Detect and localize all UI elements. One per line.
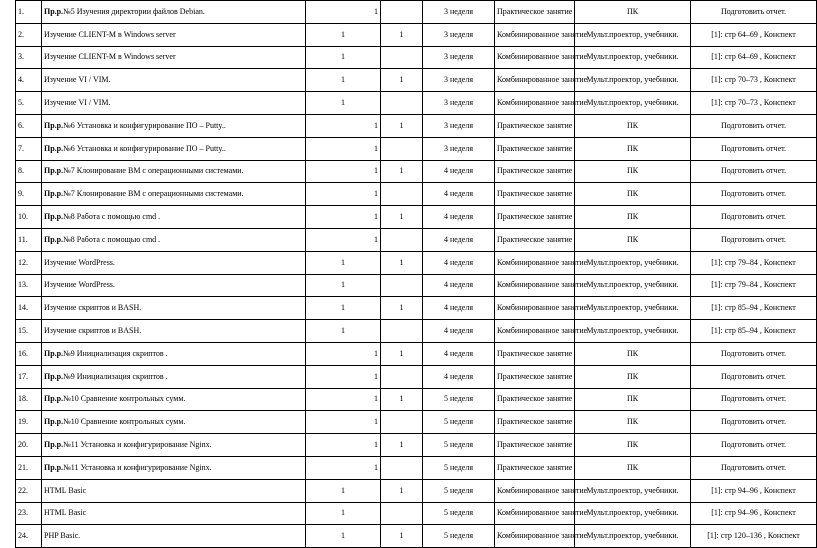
lesson-topic-text: №5 Изучения директории файлов Debian. xyxy=(63,6,205,16)
lesson-topic-text: №8 Работа с помощью cmd . xyxy=(63,234,161,244)
lesson-number: 5. xyxy=(16,92,42,115)
lesson-topic xyxy=(42,479,306,502)
hours-total: 1 xyxy=(306,114,381,137)
week: 4 неделя xyxy=(423,251,495,274)
table-row xyxy=(16,525,817,548)
table-row xyxy=(16,1,817,24)
practical-work-prefix: Пр.р. xyxy=(44,371,64,381)
lesson-type: Комбинированное занятие xyxy=(495,23,575,46)
hours-total: 1 xyxy=(306,365,381,388)
lesson-topic-text: Изучение CLIENT-M в Windows server xyxy=(44,29,176,39)
hours-total: 1 xyxy=(306,274,381,297)
lesson-type: Практическое занятие xyxy=(495,365,575,388)
hours-extra: 1 xyxy=(381,479,423,502)
equipment: Мульт.проектор, учебники. xyxy=(575,479,691,502)
equipment: Мульт.проектор, учебники. xyxy=(575,274,691,297)
hours-extra xyxy=(381,320,423,343)
table-row xyxy=(16,137,817,160)
equipment: ПК xyxy=(575,1,691,24)
lesson-topic xyxy=(42,92,306,115)
practical-work-prefix: Пр.р. xyxy=(44,440,64,450)
lesson-number: 20. xyxy=(16,434,42,457)
lesson-topic xyxy=(42,23,306,46)
lesson-number: 19. xyxy=(16,411,42,434)
hours-total: 1 xyxy=(306,46,381,69)
table-row xyxy=(16,456,817,479)
homework: [1]: стр 94–96 , Конспект xyxy=(691,502,817,525)
lesson-plan-table xyxy=(15,0,817,548)
lesson-topic xyxy=(42,365,306,388)
lesson-number: 14. xyxy=(16,297,42,320)
lesson-topic-text: Изучение WordPress. xyxy=(44,280,115,290)
homework: [1]: стр 85–94 , Конспект xyxy=(691,297,817,320)
lesson-topic xyxy=(42,342,306,365)
table-row xyxy=(16,251,817,274)
table-row xyxy=(16,69,817,92)
hours-extra xyxy=(381,365,423,388)
lesson-number: 13. xyxy=(16,274,42,297)
lesson-topic-text: HTML Basic xyxy=(44,508,87,518)
table-row xyxy=(16,320,817,343)
week: 5 неделя xyxy=(423,525,495,548)
lesson-number: 21. xyxy=(16,456,42,479)
lesson-type: Комбинированное занятие xyxy=(495,274,575,297)
table-row xyxy=(16,479,817,502)
practical-work-prefix: Пр.р. xyxy=(44,394,64,404)
lesson-type: Комбинированное занятие xyxy=(495,92,575,115)
homework: Подготовить отчет. xyxy=(691,411,817,434)
hours-extra xyxy=(381,1,423,24)
homework: Подготовить отчет. xyxy=(691,228,817,251)
week: 5 неделя xyxy=(423,456,495,479)
homework: [1]: стр 85–94 , Конспект xyxy=(691,320,817,343)
hours-total: 1 xyxy=(306,411,381,434)
homework: Подготовить отчет. xyxy=(691,160,817,183)
hours-total: 1 xyxy=(306,1,381,24)
lesson-topic xyxy=(42,388,306,411)
week: 4 неделя xyxy=(423,206,495,229)
hours-total: 1 xyxy=(306,342,381,365)
hours-total: 1 xyxy=(306,297,381,320)
equipment: Мульт.проектор, учебники. xyxy=(575,525,691,548)
hours-total: 1 xyxy=(306,479,381,502)
lesson-topic-text: №10 Сравнение контрольных сумм. xyxy=(63,394,186,404)
lesson-topic-text: №11 Установка и конфигурирование Nginx. xyxy=(63,462,212,472)
hours-extra xyxy=(381,46,423,69)
lesson-plan-body xyxy=(16,1,817,548)
homework: Подготовить отчет. xyxy=(691,456,817,479)
lesson-type: Практическое занятие xyxy=(495,1,575,24)
hours-total: 1 xyxy=(306,434,381,457)
lesson-topic-text: Изучение VI / VIM. xyxy=(44,98,111,108)
hours-total: 1 xyxy=(306,502,381,525)
table-row xyxy=(16,160,817,183)
lesson-topic-text: HTML Basic xyxy=(44,485,87,495)
table-row xyxy=(16,206,817,229)
hours-total: 1 xyxy=(306,388,381,411)
equipment: ПК xyxy=(575,411,691,434)
practical-work-prefix: Пр.р. xyxy=(44,120,64,130)
lesson-topic xyxy=(42,206,306,229)
lesson-topic-text: PHP Basic. xyxy=(44,531,81,541)
lesson-topic xyxy=(42,274,306,297)
hours-extra xyxy=(381,92,423,115)
hours-extra: 1 xyxy=(381,342,423,365)
lesson-type: Комбинированное занятие xyxy=(495,320,575,343)
equipment: Мульт.проектор, учебники. xyxy=(575,46,691,69)
lesson-type: Практическое занятие xyxy=(495,228,575,251)
homework: Подготовить отчет. xyxy=(691,137,817,160)
lesson-number: 18. xyxy=(16,388,42,411)
homework: Подготовить отчет. xyxy=(691,342,817,365)
week: 4 неделя xyxy=(423,228,495,251)
lesson-topic-text: №6 Установка и конфигурирование ПО – Putty.. xyxy=(63,143,226,153)
table-row xyxy=(16,388,817,411)
lesson-type: Практическое занятие xyxy=(495,206,575,229)
lesson-topic xyxy=(42,434,306,457)
lesson-topic xyxy=(42,502,306,525)
lesson-topic-text: Изучение скриптов и BASH. xyxy=(44,303,142,313)
lesson-number: 10. xyxy=(16,206,42,229)
lesson-type: Практическое занятие xyxy=(495,342,575,365)
week: 4 неделя xyxy=(423,297,495,320)
homework: [1]: стр 70–73 , Конспект xyxy=(691,69,817,92)
equipment: Мульт.проектор, учебники. xyxy=(575,69,691,92)
lesson-type: Практическое занятие xyxy=(495,137,575,160)
equipment: ПК xyxy=(575,160,691,183)
hours-extra: 1 xyxy=(381,23,423,46)
lesson-topic xyxy=(42,297,306,320)
equipment: ПК xyxy=(575,137,691,160)
homework: [1]: стр 120–136 , Конспект xyxy=(691,525,817,548)
week: 4 неделя xyxy=(423,365,495,388)
hours-total: 1 xyxy=(306,206,381,229)
lesson-number: 22. xyxy=(16,479,42,502)
lesson-type: Комбинированное занятие xyxy=(495,297,575,320)
lesson-topic-text: №6 Установка и конфигурирование ПО – Putty.. xyxy=(63,120,226,130)
lesson-topic-text: Изучение VI / VIM. xyxy=(44,75,111,85)
table-row xyxy=(16,274,817,297)
homework: Подготовить отчет. xyxy=(691,183,817,206)
lesson-type: Практическое занятие xyxy=(495,456,575,479)
homework: [1]: стр 64–69 , Конспект xyxy=(691,23,817,46)
hours-extra xyxy=(381,456,423,479)
equipment: ПК xyxy=(575,206,691,229)
table-row xyxy=(16,46,817,69)
hours-total: 1 xyxy=(306,69,381,92)
lesson-topic-text: №11 Установка и конфигурирование Nginx. xyxy=(63,440,212,450)
equipment: ПК xyxy=(575,434,691,457)
hours-extra: 1 xyxy=(381,160,423,183)
lesson-topic xyxy=(42,46,306,69)
practical-work-prefix: Пр.р. xyxy=(44,6,64,16)
lesson-type: Комбинированное занятие xyxy=(495,69,575,92)
table-row xyxy=(16,365,817,388)
practical-work-prefix: Пр.р. xyxy=(44,189,64,199)
lesson-type: Комбинированное занятие xyxy=(495,502,575,525)
lesson-topic xyxy=(42,456,306,479)
practical-work-prefix: Пр.р. xyxy=(44,234,64,244)
lesson-topic-text: Изучение CLIENT-M в Windows server xyxy=(44,52,176,62)
homework: [1]: стр 94–96 , Конспект xyxy=(691,479,817,502)
hours-total: 1 xyxy=(306,23,381,46)
hours-extra xyxy=(381,502,423,525)
equipment: ПК xyxy=(575,456,691,479)
table-row xyxy=(16,434,817,457)
lesson-type: Комбинированное занятие xyxy=(495,479,575,502)
practical-work-prefix: Пр.р. xyxy=(44,143,64,153)
week: 5 неделя xyxy=(423,434,495,457)
week: 3 неделя xyxy=(423,92,495,115)
hours-extra xyxy=(381,274,423,297)
equipment: ПК xyxy=(575,388,691,411)
homework: [1]: стр 79–84 , Конспект xyxy=(691,274,817,297)
lesson-topic-text: №7 Клонирование ВМ с операционными системами. xyxy=(63,189,244,199)
hours-extra: 1 xyxy=(381,525,423,548)
lesson-number: 9. xyxy=(16,183,42,206)
lesson-topic-text: Изучение WordPress. xyxy=(44,257,115,267)
lesson-topic xyxy=(42,69,306,92)
practical-work-prefix: Пр.р. xyxy=(44,212,64,222)
lesson-number: 24. xyxy=(16,525,42,548)
lesson-type: Практическое занятие xyxy=(495,160,575,183)
equipment: ПК xyxy=(575,228,691,251)
lesson-type: Практическое занятие xyxy=(495,388,575,411)
table-row xyxy=(16,23,817,46)
homework: Подготовить отчет. xyxy=(691,206,817,229)
homework: Подготовить отчет. xyxy=(691,365,817,388)
lesson-type: Комбинированное занятие xyxy=(495,251,575,274)
hours-total: 1 xyxy=(306,228,381,251)
homework: Подготовить отчет. xyxy=(691,388,817,411)
homework: [1]: стр 79–84 , Конспект xyxy=(691,251,817,274)
hours-extra: 1 xyxy=(381,69,423,92)
table-row xyxy=(16,502,817,525)
hours-total: 1 xyxy=(306,320,381,343)
lesson-number: 15. xyxy=(16,320,42,343)
equipment: Мульт.проектор, учебники. xyxy=(575,251,691,274)
lesson-number: 3. xyxy=(16,46,42,69)
lesson-topic xyxy=(42,251,306,274)
lesson-number: 12. xyxy=(16,251,42,274)
week: 3 неделя xyxy=(423,23,495,46)
lesson-type: Комбинированное занятие xyxy=(495,525,575,548)
lesson-number: 23. xyxy=(16,502,42,525)
practical-work-prefix: Пр.р. xyxy=(44,417,64,427)
week: 4 неделя xyxy=(423,160,495,183)
practical-work-prefix: Пр.р. xyxy=(44,348,64,358)
week: 3 неделя xyxy=(423,114,495,137)
hours-extra: 1 xyxy=(381,388,423,411)
homework: Подготовить отчет. xyxy=(691,114,817,137)
week: 4 неделя xyxy=(423,183,495,206)
hours-total: 1 xyxy=(306,160,381,183)
lesson-topic-text: №8 Работа с помощью cmd . xyxy=(63,212,161,222)
hours-extra: 1 xyxy=(381,206,423,229)
equipment: Мульт.проектор, учебники. xyxy=(575,23,691,46)
table-row xyxy=(16,114,817,137)
hours-total: 1 xyxy=(306,251,381,274)
lesson-topic-text: №10 Сравнение контрольных сумм. xyxy=(63,417,186,427)
equipment: ПК xyxy=(575,342,691,365)
lesson-topic-text: №9 Инициализация скриптов . xyxy=(63,348,168,358)
lesson-number: 11. xyxy=(16,228,42,251)
practical-work-prefix: Пр.р. xyxy=(44,166,64,176)
lesson-type: Практическое занятие xyxy=(495,434,575,457)
equipment: Мульт.проектор, учебники. xyxy=(575,297,691,320)
homework: Подготовить отчет. xyxy=(691,434,817,457)
week: 3 неделя xyxy=(423,46,495,69)
equipment: ПК xyxy=(575,365,691,388)
table-row xyxy=(16,342,817,365)
table-row xyxy=(16,411,817,434)
hours-extra: 1 xyxy=(381,251,423,274)
hours-extra: 1 xyxy=(381,434,423,457)
hours-total: 1 xyxy=(306,137,381,160)
equipment: Мульт.проектор, учебники. xyxy=(575,320,691,343)
homework: Подготовить отчет. xyxy=(691,1,817,24)
lesson-topic-text: №7 Клонирование ВМ с операционными системами. xyxy=(63,166,244,176)
week: 4 неделя xyxy=(423,342,495,365)
lesson-topic-text: Изучение скриптов и BASH. xyxy=(44,326,142,336)
hours-extra xyxy=(381,411,423,434)
week: 3 неделя xyxy=(423,137,495,160)
lesson-number: 7. xyxy=(16,137,42,160)
week: 5 неделя xyxy=(423,479,495,502)
lesson-topic xyxy=(42,411,306,434)
lesson-topic xyxy=(42,525,306,548)
week: 5 неделя xyxy=(423,411,495,434)
equipment: ПК xyxy=(575,183,691,206)
lesson-topic xyxy=(42,183,306,206)
homework: [1]: стр 64–69 , Конспект xyxy=(691,46,817,69)
lesson-type: Практическое занятие xyxy=(495,411,575,434)
equipment: ПК xyxy=(575,114,691,137)
lesson-number: 17. xyxy=(16,365,42,388)
hours-total: 1 xyxy=(306,525,381,548)
hours-extra: 1 xyxy=(381,114,423,137)
lesson-number: 8. xyxy=(16,160,42,183)
week: 3 неделя xyxy=(423,69,495,92)
lesson-topic xyxy=(42,114,306,137)
lesson-topic xyxy=(42,137,306,160)
table-row xyxy=(16,183,817,206)
equipment: Мульт.проектор, учебники. xyxy=(575,502,691,525)
hours-total: 1 xyxy=(306,92,381,115)
equipment: Мульт.проектор, учебники. xyxy=(575,92,691,115)
week: 4 неделя xyxy=(423,320,495,343)
hours-total: 1 xyxy=(306,456,381,479)
hours-extra xyxy=(381,183,423,206)
week: 5 неделя xyxy=(423,388,495,411)
lesson-number: 16. xyxy=(16,342,42,365)
lesson-topic xyxy=(42,160,306,183)
lesson-topic-text: №9 Инициализация скриптов . xyxy=(63,371,168,381)
lesson-number: 6. xyxy=(16,114,42,137)
lesson-number: 2. xyxy=(16,23,42,46)
hours-extra xyxy=(381,137,423,160)
lesson-topic xyxy=(42,228,306,251)
lesson-topic xyxy=(42,1,306,24)
lesson-type: Практическое занятие xyxy=(495,183,575,206)
hours-total: 1 xyxy=(306,183,381,206)
lesson-number: 1. xyxy=(16,1,42,24)
week: 4 неделя xyxy=(423,274,495,297)
lesson-number: 4. xyxy=(16,69,42,92)
table-row xyxy=(16,297,817,320)
practical-work-prefix: Пр.р. xyxy=(44,462,64,472)
homework: [1]: стр 70–73 , Конспект xyxy=(691,92,817,115)
lesson-type: Практическое занятие xyxy=(495,114,575,137)
lesson-type: Комбинированное занятие xyxy=(495,46,575,69)
hours-extra: 1 xyxy=(381,297,423,320)
table-row xyxy=(16,228,817,251)
table-row xyxy=(16,92,817,115)
week: 3 неделя xyxy=(423,1,495,24)
lesson-topic xyxy=(42,320,306,343)
week: 5 неделя xyxy=(423,502,495,525)
hours-extra xyxy=(381,228,423,251)
